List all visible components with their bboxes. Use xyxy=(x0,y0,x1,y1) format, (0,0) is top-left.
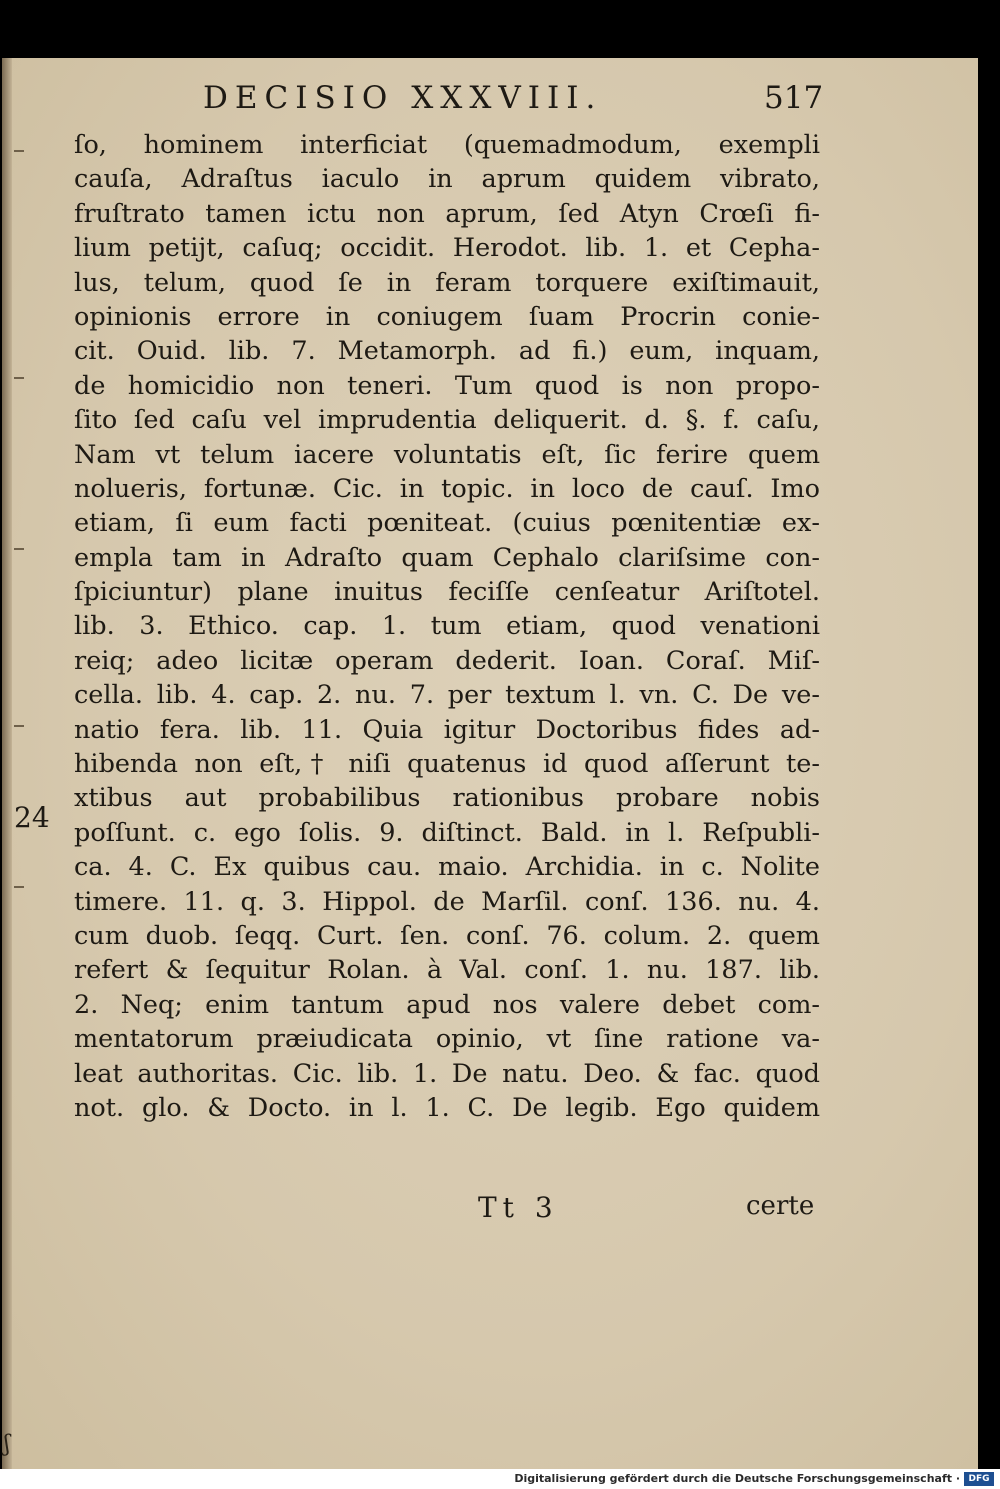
text-line: not. glo. & Docto. in l. 1. C. De legib. Ego quidem xyxy=(74,1092,820,1123)
text-line: lus, telum, quod ſe in feram torquere exiſtimauit, xyxy=(74,267,820,298)
text-line: refert & ſequitur Rolan. à Val. conſ. 1. nu. 187. lib. xyxy=(74,955,820,986)
text-line: lium petijt, caſuq; occidit. Herodot. lib. 1. et Cepha‑ xyxy=(74,233,820,264)
text-line: ca. 4. C. Ex quibus cau. maio. Archidia. in c. Nolite xyxy=(74,852,820,883)
text-line: mentatorum præiudicata opinio, vt ſine ratione va‑ xyxy=(74,1024,820,1055)
corner-mark: ʃ xyxy=(4,1432,10,1457)
text-line: Nam vt telum iacere voluntatis eſt, ſic ferire quem xyxy=(74,439,820,470)
body-text xyxy=(74,128,820,1125)
text-line: cauſa, Adraſtus iaculo in aprum quidem vibrato, xyxy=(74,164,820,195)
text-line: ſito ſed caſu vel imprudentia deliquerit. d. §. f. caſu, xyxy=(74,405,820,436)
margin-tick xyxy=(14,548,24,550)
text-line: nolueris, fortunæ. Cic. in topic. in loco de cauſ. Imo xyxy=(74,473,820,504)
text-line: opinionis errore in coniugem ſuam Procrin conie‑ xyxy=(74,301,820,332)
margin-tick xyxy=(14,150,24,152)
text-line: cella. lib. 4. cap. 2. nu. 7. per textum l. vn. C. De ve‑ xyxy=(74,680,820,711)
text-line: xtibus aut probabilibus rationibus probare nobis xyxy=(74,783,820,814)
page-edge xyxy=(978,58,1000,1469)
text-line: etiam, ſi eum facti pœniteat. (cuius pœnitentiæ ex‑ xyxy=(74,508,820,539)
text-line: de homicidio non teneri. Tum quod is non propo‑ xyxy=(74,370,820,401)
credit-bar xyxy=(0,1469,1000,1489)
page-number: 517 xyxy=(764,80,824,116)
text-line: natio fera. lib. 11. Quia igitur Doctoribus fides ad‑ xyxy=(74,714,820,745)
dfg-logo-icon: DFG xyxy=(964,1472,994,1486)
text-line: ſo, hominem interficiat (quemadmodum, exempli xyxy=(74,130,820,160)
text-line: timere. 11. q. 3. Hippol. de Marſil. conſ. 136. nu. 4. xyxy=(74,886,820,917)
text-line: cit. Ouid. lib. 7. Metamorph. ad fi.) eum, inquam, xyxy=(74,336,820,367)
running-head xyxy=(0,80,1000,120)
text-line: cum duob. ſeqq. Curt. ſen. conſ. 76. colum. 2. quem xyxy=(74,920,820,951)
margin-tick xyxy=(14,377,24,379)
text-line: poſſunt. c. ego ſolis. 9. diſtinct. Bald. in l. Reſpubli‑ xyxy=(74,817,820,848)
catchword: certe xyxy=(746,1191,815,1221)
text-line: lib. 3. Ethico. cap. 1. tum etiam, quod venationi xyxy=(74,611,820,642)
signature-mark: Tt 3 xyxy=(478,1191,559,1224)
text-line: 2. Neq; enim tantum apud nos valere debet com‑ xyxy=(74,989,820,1020)
margin-tick xyxy=(14,886,24,888)
page-gutter xyxy=(2,58,12,1469)
text-line: empla tam in Adraſto quam Cephalo clariſsime con‑ xyxy=(74,542,820,573)
credit-text: Digitalisierung gefördert durch die Deutsche Forschungsgemeinschaft · xyxy=(514,1472,960,1485)
text-line: reiq; adeo licitæ operam dederit. Ioan. Coraſ. Miſ‑ xyxy=(74,645,820,676)
text-line: fruſtrato tamen ictu non aprum, ſed Atyn Crœſi fi‑ xyxy=(74,198,820,229)
text-line: leat authoritas. Cic. lib. 1. De natu. Deo. & fac. quod xyxy=(74,1058,820,1089)
margin-note-number: 24 xyxy=(14,801,50,834)
text-line: hibenda non eſt,† niſi quatenus id quod aſſerunt te‑ xyxy=(74,749,820,780)
margin-tick xyxy=(14,725,24,727)
text-line: ſpiciuntur) plane inuitus feciſſe cenſeatur Ariſtotel. xyxy=(74,577,820,608)
running-title: DECISIO XXXVIII. xyxy=(203,80,603,116)
